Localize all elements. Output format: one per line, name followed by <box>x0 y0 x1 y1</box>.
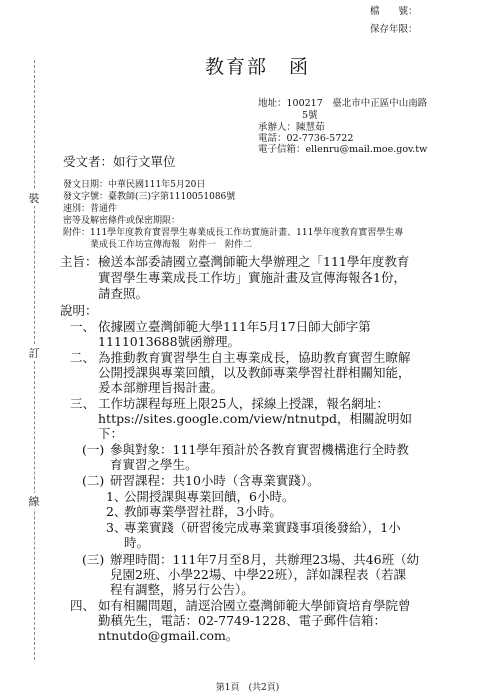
sub-3-number: (三) <box>82 552 105 567</box>
page-number: 第1頁 (共2頁) <box>215 683 280 693</box>
document-title: 教育部 函 <box>205 56 311 78</box>
sub-3-line-3: 程有調整，將另行公告）。 <box>110 582 254 597</box>
retention-period-label: 保存年限： <box>370 24 418 35</box>
sub-1-number: (一) <box>82 442 105 457</box>
address-continued: 5號 <box>302 110 318 121</box>
course-1: 公開授課與專業回饋，6小時。 <box>124 489 295 504</box>
item-3-number: 三、 <box>70 396 96 411</box>
item-4-number: 四、 <box>70 598 96 613</box>
subject-line-2: 實習學生專業成長工作坊」實施計畫及宣傳海報各1份， <box>98 270 406 285</box>
sub-1-line-1: 參與對象：111學年預計於各教育實習機構進行全時教 <box>110 442 409 457</box>
dispatch-speed: 速別：普通件 <box>63 204 118 214</box>
recipient: 受文者：如行文單位 <box>63 154 176 169</box>
course-3-number: 3、 <box>106 520 127 535</box>
email: 電子信箱：ellenru@mail.moe.gov.tw <box>258 144 428 155</box>
secrecy-level: 密等及解密條件或保密期限： <box>63 216 181 226</box>
item-1-line-1: 依據國立臺灣師範大學111年5月17日師大師字第 <box>98 319 371 334</box>
item-4-line-2: 勤稹先生，電話：02-7749-1228、電子郵件信箱： <box>98 613 386 628</box>
item-4-line-3: ntnutdo@gmail.com。 <box>98 628 239 643</box>
course-3-line-1: 專業實踐（研習後完成專業實踐事項後發給），1小 <box>124 520 401 535</box>
file-number-label: 檔 號： <box>370 6 418 17</box>
item-2-line-2: 公開授課與專業回饋，以及教師專業學習社群相關知能， <box>98 365 411 380</box>
dispatch-date: 發文日期：中華民國111年5月20日 <box>63 180 206 190</box>
dispatch-number: 發文字號：臺教師(三)字第1110051086號 <box>63 192 236 202</box>
item-1-number: 一、 <box>70 319 96 334</box>
item-3-line-2: https://sites.google.com/view/ntnutpd，相關說明如 <box>98 411 412 426</box>
contact-person: 承辦人：陳慧茹 <box>258 122 325 133</box>
binding-mark-zhuang: 裝 <box>28 192 40 205</box>
course-3-line-2: 時。 <box>124 535 150 550</box>
item-3-line-3: 下： <box>98 426 124 441</box>
attachment-line-2: 業成長工作坊宣傳海報 附件一 附件二 <box>90 240 253 250</box>
course-2: 教師專業學習社群，3小時。 <box>124 504 282 519</box>
sub-2-line-1: 研習課程：共10小時（含專業實踐）。 <box>110 473 320 488</box>
sub-1-line-2: 育實習之學生。 <box>110 457 198 472</box>
course-2-number: 2、 <box>106 504 127 519</box>
sub-3-line-1: 辦理時間：111年7月至8月，共辦理23場、共46班（幼 <box>110 552 420 567</box>
subject-line-3: 請查照。 <box>98 286 149 301</box>
sub-2-number: (二) <box>82 473 105 488</box>
address: 地址：100217 臺北市中正區中山南路 <box>258 98 428 109</box>
phone: 電話：02-7736-5722 <box>258 133 354 144</box>
item-1-line-2: 1111013688號函辦理。 <box>98 334 241 349</box>
item-2-line-1: 為推動教育實習學生自主專業成長，協助教育實習生瞭解 <box>98 350 411 365</box>
item-3-line-1: 工作坊課程每班上限25人，採線上授課，報名網址： <box>98 396 389 411</box>
subject-label: 主旨： <box>60 254 98 269</box>
attachment-line-1: 附件：111學年度教育實習學生專業成長工作坊實施計畫、111學年度教育實習學生專 <box>63 228 404 238</box>
sub-3-line-2: 兒園2班、小學22場、中學22班），詳如課程表（若課 <box>110 567 407 582</box>
binding-mark-ding: 訂 <box>28 347 40 360</box>
course-1-number: 1、 <box>106 489 127 504</box>
item-2-number: 二、 <box>70 350 96 365</box>
binding-mark-xian: 線 <box>28 495 40 508</box>
explanation-label: 說明： <box>60 303 98 318</box>
subject-line-1: 檢送本部委請國立臺灣師範大學辦理之「111學年度教育 <box>98 254 410 269</box>
item-2-line-3: 爰本部辦理旨揭計畫。 <box>98 380 224 395</box>
item-4-line-1: 如有相關問題，請逕洽國立臺灣師範大學師資培育學院曾 <box>98 598 411 613</box>
